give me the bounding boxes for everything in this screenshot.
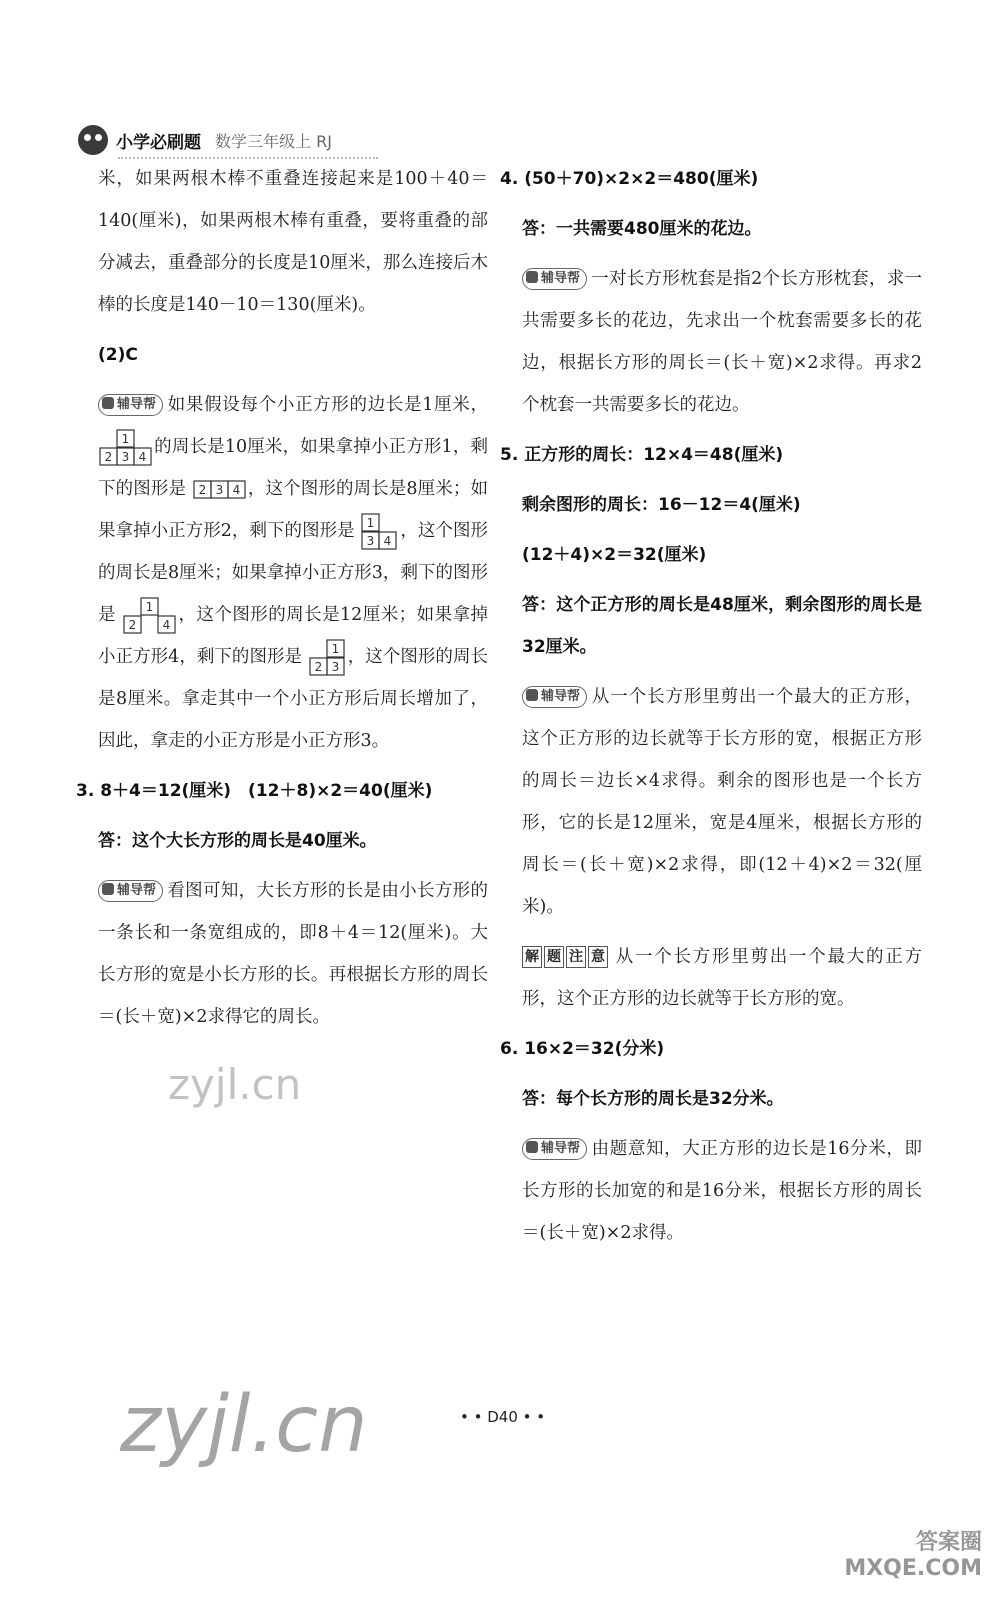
solution-note-tag: 解 题 注 意 bbox=[522, 946, 610, 968]
question-3-explanation: 辅导帮 看图可知，大长方形的长是由小长方形的一条长和一条宽组成的，即8＋4＝12(厘米)。大长方形的宽是小长方形的长。再根据长方形的周长＝(长＋宽)×2求得它的周长。 bbox=[98, 881, 488, 1027]
svg-text:3: 3 bbox=[331, 659, 340, 674]
svg-text:3: 3 bbox=[366, 533, 375, 548]
question-2-2-explanation: 辅导帮 如果假设每个小正方形的边长是1厘米， 1 2 3 4 的周长是10厘米，如果拿掉小正方形1，剩下的图形是 2 3 4 ，这个图形的周长是8厘米；如果拿掉小正方形2，剩下的图形是 1 3 4 ，这个图形的周长是8厘米；如果拿掉小正方形3，剩下的图形是 1 2 4 ，这个图形的周长是12厘米；如果拿掉小正方形4，剩下的图形是 1 2 3 ，这个图形的周长是8厘米。拿走其中一个小正方形后周长增加了，因此，拿走的小正方形是小正方形3。 bbox=[98, 395, 489, 751]
book-icon bbox=[102, 883, 114, 895]
question-6-explanation: 辅导帮 由题意知，大正方形的边长是16分米，即长方形的长加宽的和是16分米，根据长方形的周长＝(长＋宽)×2求得。 bbox=[522, 1139, 922, 1243]
question-5-calculation-1: 5. 正方形的周长：12×4＝48(厘米) bbox=[500, 445, 784, 465]
book-icon bbox=[526, 1141, 538, 1153]
figure-without-3 bbox=[122, 597, 178, 635]
figure-without-2 bbox=[360, 513, 400, 551]
svg-text:2: 2 bbox=[314, 659, 323, 674]
question-4-answer: 答：一共需要480厘米的花边。 bbox=[522, 219, 762, 239]
watermark-corner-url: MXQE.COM bbox=[844, 1556, 982, 1581]
watermark-corner bbox=[844, 1530, 982, 1582]
tutor-help-tag: 辅导帮 bbox=[522, 268, 587, 290]
book-icon bbox=[526, 271, 538, 283]
answer-continued: 米，如果两根木棒不重叠连接起来是100＋40＝140(厘米)，如果两根木棒有重叠，要将重叠的部分减去，重叠部分的长度是10厘米，那么连接后木棒的长度是140－10＝130(厘米)。 bbox=[98, 169, 488, 315]
figure-without-1 bbox=[192, 480, 248, 500]
question-5-calculation-2: 剩余图形的周长：16－12＝4(厘米) bbox=[522, 495, 801, 515]
svg-text:4: 4 bbox=[162, 617, 171, 632]
question-3-answer: 答：这个大长方形的周长是40厘米。 bbox=[98, 831, 377, 851]
watermark-mid: zyjl.cn bbox=[168, 1060, 302, 1109]
tutor-help-tag: 辅导帮 bbox=[98, 880, 163, 902]
question-5-note: 解 题 注 意 从一个长方形里剪出一个最大的正方形，这个正方形的边长就等于长方形的宽。 bbox=[522, 947, 922, 1009]
svg-text:4: 4 bbox=[232, 482, 241, 497]
question-6-answer: 答：每个长方形的周长是32分米。 bbox=[522, 1089, 784, 1109]
svg-text:4: 4 bbox=[383, 533, 392, 548]
question-6-calculation: 6. 16×2＝32(分米) bbox=[500, 1039, 665, 1059]
question-4-calculation: 4. (50＋70)×2×2＝480(厘米) bbox=[500, 169, 759, 189]
svg-text:1: 1 bbox=[331, 641, 340, 656]
svg-text:2: 2 bbox=[128, 617, 137, 632]
watermark-large: zyjl.cn bbox=[120, 1380, 368, 1470]
book-icon bbox=[102, 397, 114, 409]
subject-label: 数学三年级上 RJ bbox=[215, 131, 332, 151]
question-5-explanation: 辅导帮 从一个长方形里剪出一个最大的正方形，这个正方形的边长就等于长方形的宽，根据正方形的周长＝边长×4求得。剩余的图形也是一个长方形，它的长是12厘米，宽是4厘米，根据长方形的周长＝(长＋宽)×2求得，即(12＋4)×2＝32(厘米)。 bbox=[522, 687, 922, 917]
question-3-calculation: 3. 8＋4＝12(厘米) (12＋8)×2＝40(厘米) bbox=[76, 781, 433, 801]
watermark-corner-logo: 答案圈 bbox=[915, 1530, 982, 1555]
figure-full-shape bbox=[98, 429, 154, 467]
tutor-help-tag: 辅导帮 bbox=[522, 686, 587, 708]
brand-title: 小学必刷题 bbox=[116, 132, 201, 153]
page-header bbox=[78, 118, 332, 162]
svg-text:1: 1 bbox=[121, 431, 130, 446]
question-5-calculation-3: (12＋4)×2＝32(厘米) bbox=[522, 545, 707, 565]
question-5-answer: 答：这个正方形的周长是48厘米，剩余图形的周长是32厘米。 bbox=[522, 595, 922, 657]
svg-text:3: 3 bbox=[121, 449, 130, 464]
left-column bbox=[76, 158, 489, 1046]
question-4-explanation: 辅导帮 一对长方形枕套是指2个长方形枕套，求一共需要多长的花边，先求出一个枕套需要多长的花边，根据长方形的周长＝(长＋宽)×2求得。再求2个枕套一共需要多长的花边。 bbox=[522, 269, 922, 415]
question-2-2-answer: (2)C bbox=[98, 345, 138, 365]
tutor-help-tag: 辅导帮 bbox=[98, 394, 163, 416]
page-number: • • D40 • • bbox=[460, 1408, 546, 1426]
svg-text:4: 4 bbox=[138, 449, 147, 464]
svg-text:1: 1 bbox=[145, 599, 154, 614]
svg-text:2: 2 bbox=[198, 482, 207, 497]
svg-text:2: 2 bbox=[104, 449, 113, 464]
svg-text:3: 3 bbox=[215, 482, 224, 497]
right-column bbox=[500, 158, 922, 1262]
figure-without-4 bbox=[308, 639, 348, 677]
mascot-icon bbox=[78, 125, 108, 155]
svg-text:1: 1 bbox=[366, 515, 375, 530]
tutor-help-tag: 辅导帮 bbox=[522, 1138, 587, 1160]
book-icon bbox=[526, 689, 538, 701]
